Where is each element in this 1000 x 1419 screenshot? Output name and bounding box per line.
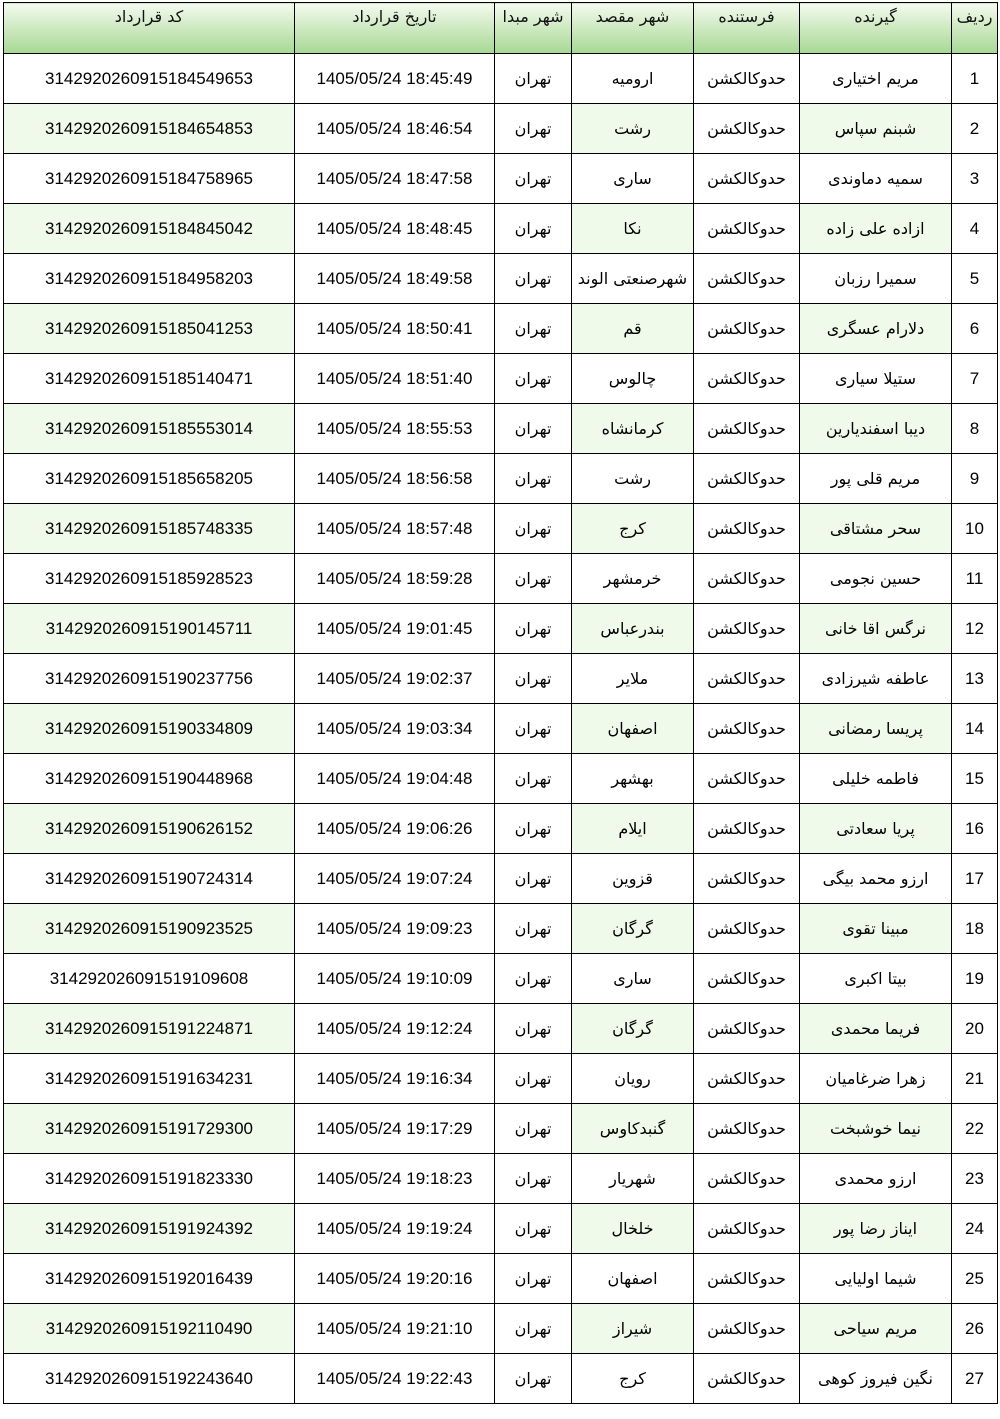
cell-destination-city: ایلام [572,804,694,854]
cell-receiver: فریما محمدی [800,1004,952,1054]
cell-origin-city: تهران [495,604,572,654]
cell-row-number: 9 [952,454,998,504]
cell-contract-code: 3142920260915190923525 [4,904,295,954]
cell-row-number: 22 [952,1104,998,1154]
cell-sender: حدوکالکشن [694,204,800,254]
cell-receiver: نرگس اقا خانی [800,604,952,654]
cell-contract-date: 1405/05/24 19:19:24 [295,1204,495,1254]
table-row [4,404,998,454]
cell-receiver: فاطمه خلیلی [800,754,952,804]
cell-destination-city: شیراز [572,1304,694,1354]
table-row [4,454,998,504]
cell-origin-city: تهران [495,254,572,304]
cell-contract-date: 1405/05/24 19:09:23 [295,904,495,954]
cell-contract-date: 1405/05/24 19:07:24 [295,854,495,904]
cell-contract-code: 3142920260915190145711 [4,604,295,654]
header-sender: فرستنده [694,3,800,54]
cell-contract-code: 3142920260915190448968 [4,754,295,804]
cell-contract-code: 314292026091519109608 [4,954,295,1004]
cell-origin-city: تهران [495,854,572,904]
cell-contract-code: 3142920260915191729300 [4,1104,295,1154]
table-row [4,254,998,304]
cell-row-number: 13 [952,654,998,704]
cell-row-number: 17 [952,854,998,904]
cell-sender: حدوکالکشن [694,304,800,354]
cell-receiver: ایناز رضا پور [800,1204,952,1254]
cell-row-number: 23 [952,1154,998,1204]
cell-destination-city: اصفهان [572,704,694,754]
cell-destination-city: قم [572,304,694,354]
cell-destination-city: ارومیه [572,54,694,104]
cell-origin-city: تهران [495,204,572,254]
cell-contract-date: 1405/05/24 19:12:24 [295,1004,495,1054]
header-row [4,3,998,54]
cell-contract-date: 1405/05/24 19:03:34 [295,704,495,754]
cell-row-number: 26 [952,1304,998,1354]
cell-sender: حدوکالکشن [694,1054,800,1104]
cell-receiver: پریا سعادتی [800,804,952,854]
table-row [4,304,998,354]
header-contract-date: تاریخ قرارداد [295,3,495,54]
cell-destination-city: ساری [572,954,694,1004]
cell-origin-city: تهران [495,454,572,504]
cell-row-number: 20 [952,1004,998,1054]
cell-origin-city: تهران [495,1254,572,1304]
cell-contract-code: 3142920260915191224871 [4,1004,295,1054]
cell-origin-city: تهران [495,904,572,954]
table-row [4,1154,998,1204]
cell-destination-city: گرگان [572,904,694,954]
table-row [4,1304,998,1354]
cell-row-number: 3 [952,154,998,204]
cell-destination-city: شهریار [572,1154,694,1204]
table-row [4,754,998,804]
cell-row-number: 5 [952,254,998,304]
table-row [4,104,998,154]
cell-origin-city: تهران [495,404,572,454]
cell-row-number: 1 [952,54,998,104]
cell-contract-code: 3142920260915190334809 [4,704,295,754]
cell-sender: حدوکالکشن [694,904,800,954]
cell-destination-city: رشت [572,104,694,154]
cell-origin-city: تهران [495,754,572,804]
cell-destination-city: رویان [572,1054,694,1104]
cell-origin-city: تهران [495,804,572,854]
table-row [4,1004,998,1054]
cell-destination-city: کرج [572,504,694,554]
cell-row-number: 27 [952,1354,998,1404]
cell-contract-date: 1405/05/24 18:49:58 [295,254,495,304]
cell-contract-code: 3142920260915185748335 [4,504,295,554]
cell-sender: حدوکالکشن [694,604,800,654]
cell-sender: حدوکالکشن [694,554,800,604]
cell-receiver: سمیرا رزبان [800,254,952,304]
cell-contract-date: 1405/05/24 18:46:54 [295,104,495,154]
cell-receiver: شبنم سپاس [800,104,952,154]
cell-sender: حدوکالکشن [694,354,800,404]
cell-sender: حدوکالکشن [694,454,800,504]
cell-destination-city: شهرصنعتی الوند [572,254,694,304]
cell-sender: حدوکالکشن [694,854,800,904]
cell-contract-date: 1405/05/24 18:56:58 [295,454,495,504]
cell-destination-city: خرمشهر [572,554,694,604]
cell-sender: حدوکالکشن [694,254,800,304]
cell-contract-date: 1405/05/24 19:02:37 [295,654,495,704]
cell-contract-date: 1405/05/24 18:47:58 [295,154,495,204]
table-row [4,154,998,204]
table-row [4,1254,998,1304]
cell-contract-date: 1405/05/24 19:04:48 [295,754,495,804]
cell-contract-date: 1405/05/24 19:01:45 [295,604,495,654]
cell-contract-code: 3142920260915191634231 [4,1054,295,1104]
cell-contract-code: 3142920260915191823330 [4,1154,295,1204]
cell-contract-code: 3142920260915184758965 [4,154,295,204]
cell-contract-code: 3142920260915184845042 [4,204,295,254]
table-row [4,354,998,404]
cell-receiver: مریم اختیاری [800,54,952,104]
cell-receiver: پریسا رمضانی [800,704,952,754]
cell-receiver: ستیلا سیاری [800,354,952,404]
cell-contract-code: 3142920260915190724314 [4,854,295,904]
cell-receiver: سحر مشتاقی [800,504,952,554]
table-row [4,604,998,654]
table-row [4,204,998,254]
table-row [4,1354,998,1404]
table-row [4,654,998,704]
cell-row-number: 8 [952,404,998,454]
cell-sender: حدوکالکشن [694,754,800,804]
cell-contract-date: 1405/05/24 18:50:41 [295,304,495,354]
cell-row-number: 24 [952,1204,998,1254]
contracts-sheet [3,2,997,1416]
cell-sender: حدوکالکشن [694,154,800,204]
cell-row-number: 16 [952,804,998,854]
table-row [4,504,998,554]
table-row [4,1104,998,1154]
cell-sender: حدوکالکشن [694,1204,800,1254]
cell-row-number: 10 [952,504,998,554]
cell-row-number: 12 [952,604,998,654]
cell-contract-date: 1405/05/24 19:22:43 [295,1354,495,1404]
cell-contract-date: 1405/05/24 18:57:48 [295,504,495,554]
table-row [4,854,998,904]
cell-row-number: 18 [952,904,998,954]
cell-row-number: 14 [952,704,998,754]
cell-contract-date: 1405/05/24 19:10:09 [295,954,495,1004]
header-receiver: گیرنده [800,3,952,54]
cell-sender: حدوکالکشن [694,1354,800,1404]
cell-origin-city: تهران [495,704,572,754]
cell-receiver: سمیه دماوندی [800,154,952,204]
cell-destination-city: ساری [572,154,694,204]
cell-origin-city: تهران [495,654,572,704]
cell-sender: حدوکالکشن [694,704,800,754]
cell-destination-city: خلخال [572,1204,694,1254]
table-row [4,54,998,104]
cell-receiver: عاطفه شیرزادی [800,654,952,704]
header-origin-city: شهر مبدا [495,3,572,54]
cell-receiver: شیما اولیایی [800,1254,952,1304]
cell-destination-city: کرمانشاه [572,404,694,454]
cell-receiver: بیتا اکبری [800,954,952,1004]
cell-origin-city: تهران [495,1154,572,1204]
cell-contract-code: 3142920260915184958203 [4,254,295,304]
cell-contract-date: 1405/05/24 19:20:16 [295,1254,495,1304]
cell-sender: حدوکالکشن [694,1304,800,1354]
cell-destination-city: قزوین [572,854,694,904]
cell-sender: حدوکالکشن [694,1254,800,1304]
cell-receiver: ارزو محمدی [800,1154,952,1204]
cell-row-number: 7 [952,354,998,404]
cell-destination-city: بندرعباس [572,604,694,654]
cell-contract-date: 1405/05/24 19:18:23 [295,1154,495,1204]
cell-receiver: ارزو محمد بیگی [800,854,952,904]
cell-row-number: 11 [952,554,998,604]
header-row-number: ردیف [952,3,998,54]
cell-sender: حدوکالکشن [694,1154,800,1204]
cell-row-number: 6 [952,304,998,354]
cell-origin-city: تهران [495,354,572,404]
cell-contract-code: 3142920260915191924392 [4,1204,295,1254]
cell-contract-code: 3142920260915192110490 [4,1304,295,1354]
cell-receiver: نیما خوشبخت [800,1104,952,1154]
cell-contract-code: 3142920260915190237756 [4,654,295,704]
header-contract-code: کد قرارداد [4,3,295,54]
table-row [4,554,998,604]
cell-receiver: دلارام عسگری [800,304,952,354]
cell-contract-date: 1405/05/24 18:48:45 [295,204,495,254]
cell-origin-city: تهران [495,954,572,1004]
cell-contract-date: 1405/05/24 19:17:29 [295,1104,495,1154]
cell-contract-date: 1405/05/24 18:55:53 [295,404,495,454]
cell-destination-city: رشت [572,454,694,504]
cell-contract-code: 3142920260915185140471 [4,354,295,404]
cell-row-number: 19 [952,954,998,1004]
cell-sender: حدوکالکشن [694,1104,800,1154]
table-row [4,704,998,754]
cell-receiver: مریم قلی پور [800,454,952,504]
cell-row-number: 4 [952,204,998,254]
cell-row-number: 25 [952,1254,998,1304]
cell-origin-city: تهران [495,1354,572,1404]
cell-receiver: مبینا تقوی [800,904,952,954]
cell-origin-city: تهران [495,1004,572,1054]
cell-row-number: 21 [952,1054,998,1104]
cell-origin-city: تهران [495,54,572,104]
header-destination-city: شهر مقصد [572,3,694,54]
cell-receiver: ازاده علی زاده [800,204,952,254]
cell-contract-code: 3142920260915185658205 [4,454,295,504]
cell-contract-code: 3142920260915184549653 [4,54,295,104]
contracts-table [3,2,998,1404]
cell-receiver: دیبا اسفندیارین [800,404,952,454]
cell-sender: حدوکالکشن [694,504,800,554]
cell-sender: حدوکالکشن [694,1004,800,1054]
table-row [4,1204,998,1254]
cell-sender: حدوکالکشن [694,654,800,704]
cell-origin-city: تهران [495,504,572,554]
cell-destination-city: اصفهان [572,1254,694,1304]
cell-origin-city: تهران [495,1204,572,1254]
cell-origin-city: تهران [495,304,572,354]
cell-contract-date: 1405/05/24 18:59:28 [295,554,495,604]
cell-contract-code: 3142920260915185928523 [4,554,295,604]
cell-contract-code: 3142920260915185553014 [4,404,295,454]
cell-destination-city: بهشهر [572,754,694,804]
cell-origin-city: تهران [495,154,572,204]
cell-contract-code: 3142920260915184654853 [4,104,295,154]
cell-destination-city: گنبدکاوس [572,1104,694,1154]
cell-sender: حدوکالکشن [694,104,800,154]
cell-origin-city: تهران [495,1054,572,1104]
cell-destination-city: گرگان [572,1004,694,1054]
cell-sender: حدوکالکشن [694,804,800,854]
table-row [4,1054,998,1104]
cell-contract-code: 3142920260915192016439 [4,1254,295,1304]
cell-contract-code: 3142920260915190626152 [4,804,295,854]
table-row [4,804,998,854]
cell-receiver: زهرا ضرغامیان [800,1054,952,1104]
cell-row-number: 2 [952,104,998,154]
cell-row-number: 15 [952,754,998,804]
cell-receiver: حسین نجومی [800,554,952,604]
cell-destination-city: ملایر [572,654,694,704]
cell-origin-city: تهران [495,104,572,154]
cell-origin-city: تهران [495,1304,572,1354]
cell-sender: حدوکالکشن [694,954,800,1004]
cell-contract-date: 1405/05/24 19:06:26 [295,804,495,854]
cell-destination-city: کرج [572,1354,694,1404]
cell-contract-date: 1405/05/24 18:51:40 [295,354,495,404]
table-row [4,954,998,1004]
cell-origin-city: تهران [495,554,572,604]
cell-sender: حدوکالکشن [694,404,800,454]
table-row [4,904,998,954]
cell-contract-code: 3142920260915192243640 [4,1354,295,1404]
cell-contract-date: 1405/05/24 19:16:34 [295,1054,495,1104]
cell-contract-date: 1405/05/24 19:21:10 [295,1304,495,1354]
cell-origin-city: تهران [495,1104,572,1154]
cell-receiver: مریم سیاحی [800,1304,952,1354]
cell-receiver: نگین فیروز کوهی [800,1354,952,1404]
cell-sender: حدوکالکشن [694,54,800,104]
cell-contract-code: 3142920260915185041253 [4,304,295,354]
cell-destination-city: چالوس [572,354,694,404]
cell-contract-date: 1405/05/24 18:45:49 [295,54,495,104]
cell-destination-city: نکا [572,204,694,254]
